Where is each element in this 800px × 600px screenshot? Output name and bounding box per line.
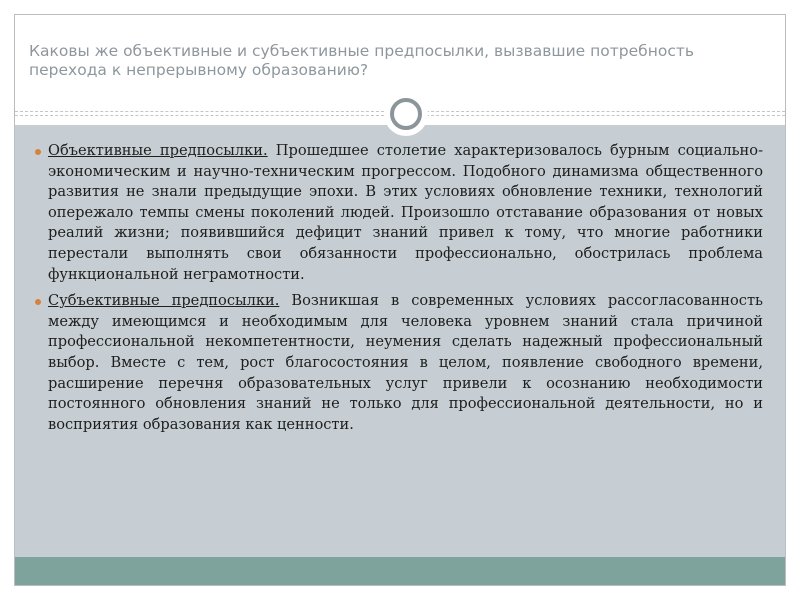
bullet-text: Прошедшее столетие характеризовалось бурным социально-экономическим и научно-техническим прогрессом. Подобного динамизма общественного развития не знали предыдущие эпохи. В этих условиях обновление техники, технологий опережало темпы смены поколений людей. Произошло отставание образования от новых реалий жизни; появившийся дефицит знаний привел к тому, что многие работники перестали выполнять свои обязанности профессионально, обострилась проблема функциональной неграмотности.	[48, 142, 763, 283]
circle-ornament-icon	[384, 92, 428, 136]
bullet-dot-icon	[35, 149, 41, 155]
bullet-lead: Субъективные предпосылки.	[48, 292, 280, 310]
footer-band	[15, 557, 785, 586]
bullet-list	[35, 141, 763, 441]
bullet-dot-icon	[35, 299, 41, 305]
bullet-item-subjective	[35, 291, 763, 435]
bullet-text: Возникшая в современных условиях рассогласованность между имеющимся и необходимым для человека уровнем знаний стала причиной профессиональной некомпетентности, неумения сделать надежный профессиональный выбор. Вместе с тем, рост благосостояния в целом, появление свободного времени, расширение перечня образовательных услуг привели к осознанию необходимости постоянного обновления знаний не только для профессиональной деятельности, но и восприятия образования как ценности.	[48, 292, 763, 433]
bullet-item-objective	[35, 141, 763, 285]
slide	[14, 14, 786, 586]
ring-icon	[390, 98, 422, 130]
bullet-lead: Объективные предпосылки.	[48, 142, 268, 159]
slide-title: Каковы же объективные и субъективные предпосылки, вызвавшие потребность перехода к непрерывному образованию?	[29, 42, 695, 79]
